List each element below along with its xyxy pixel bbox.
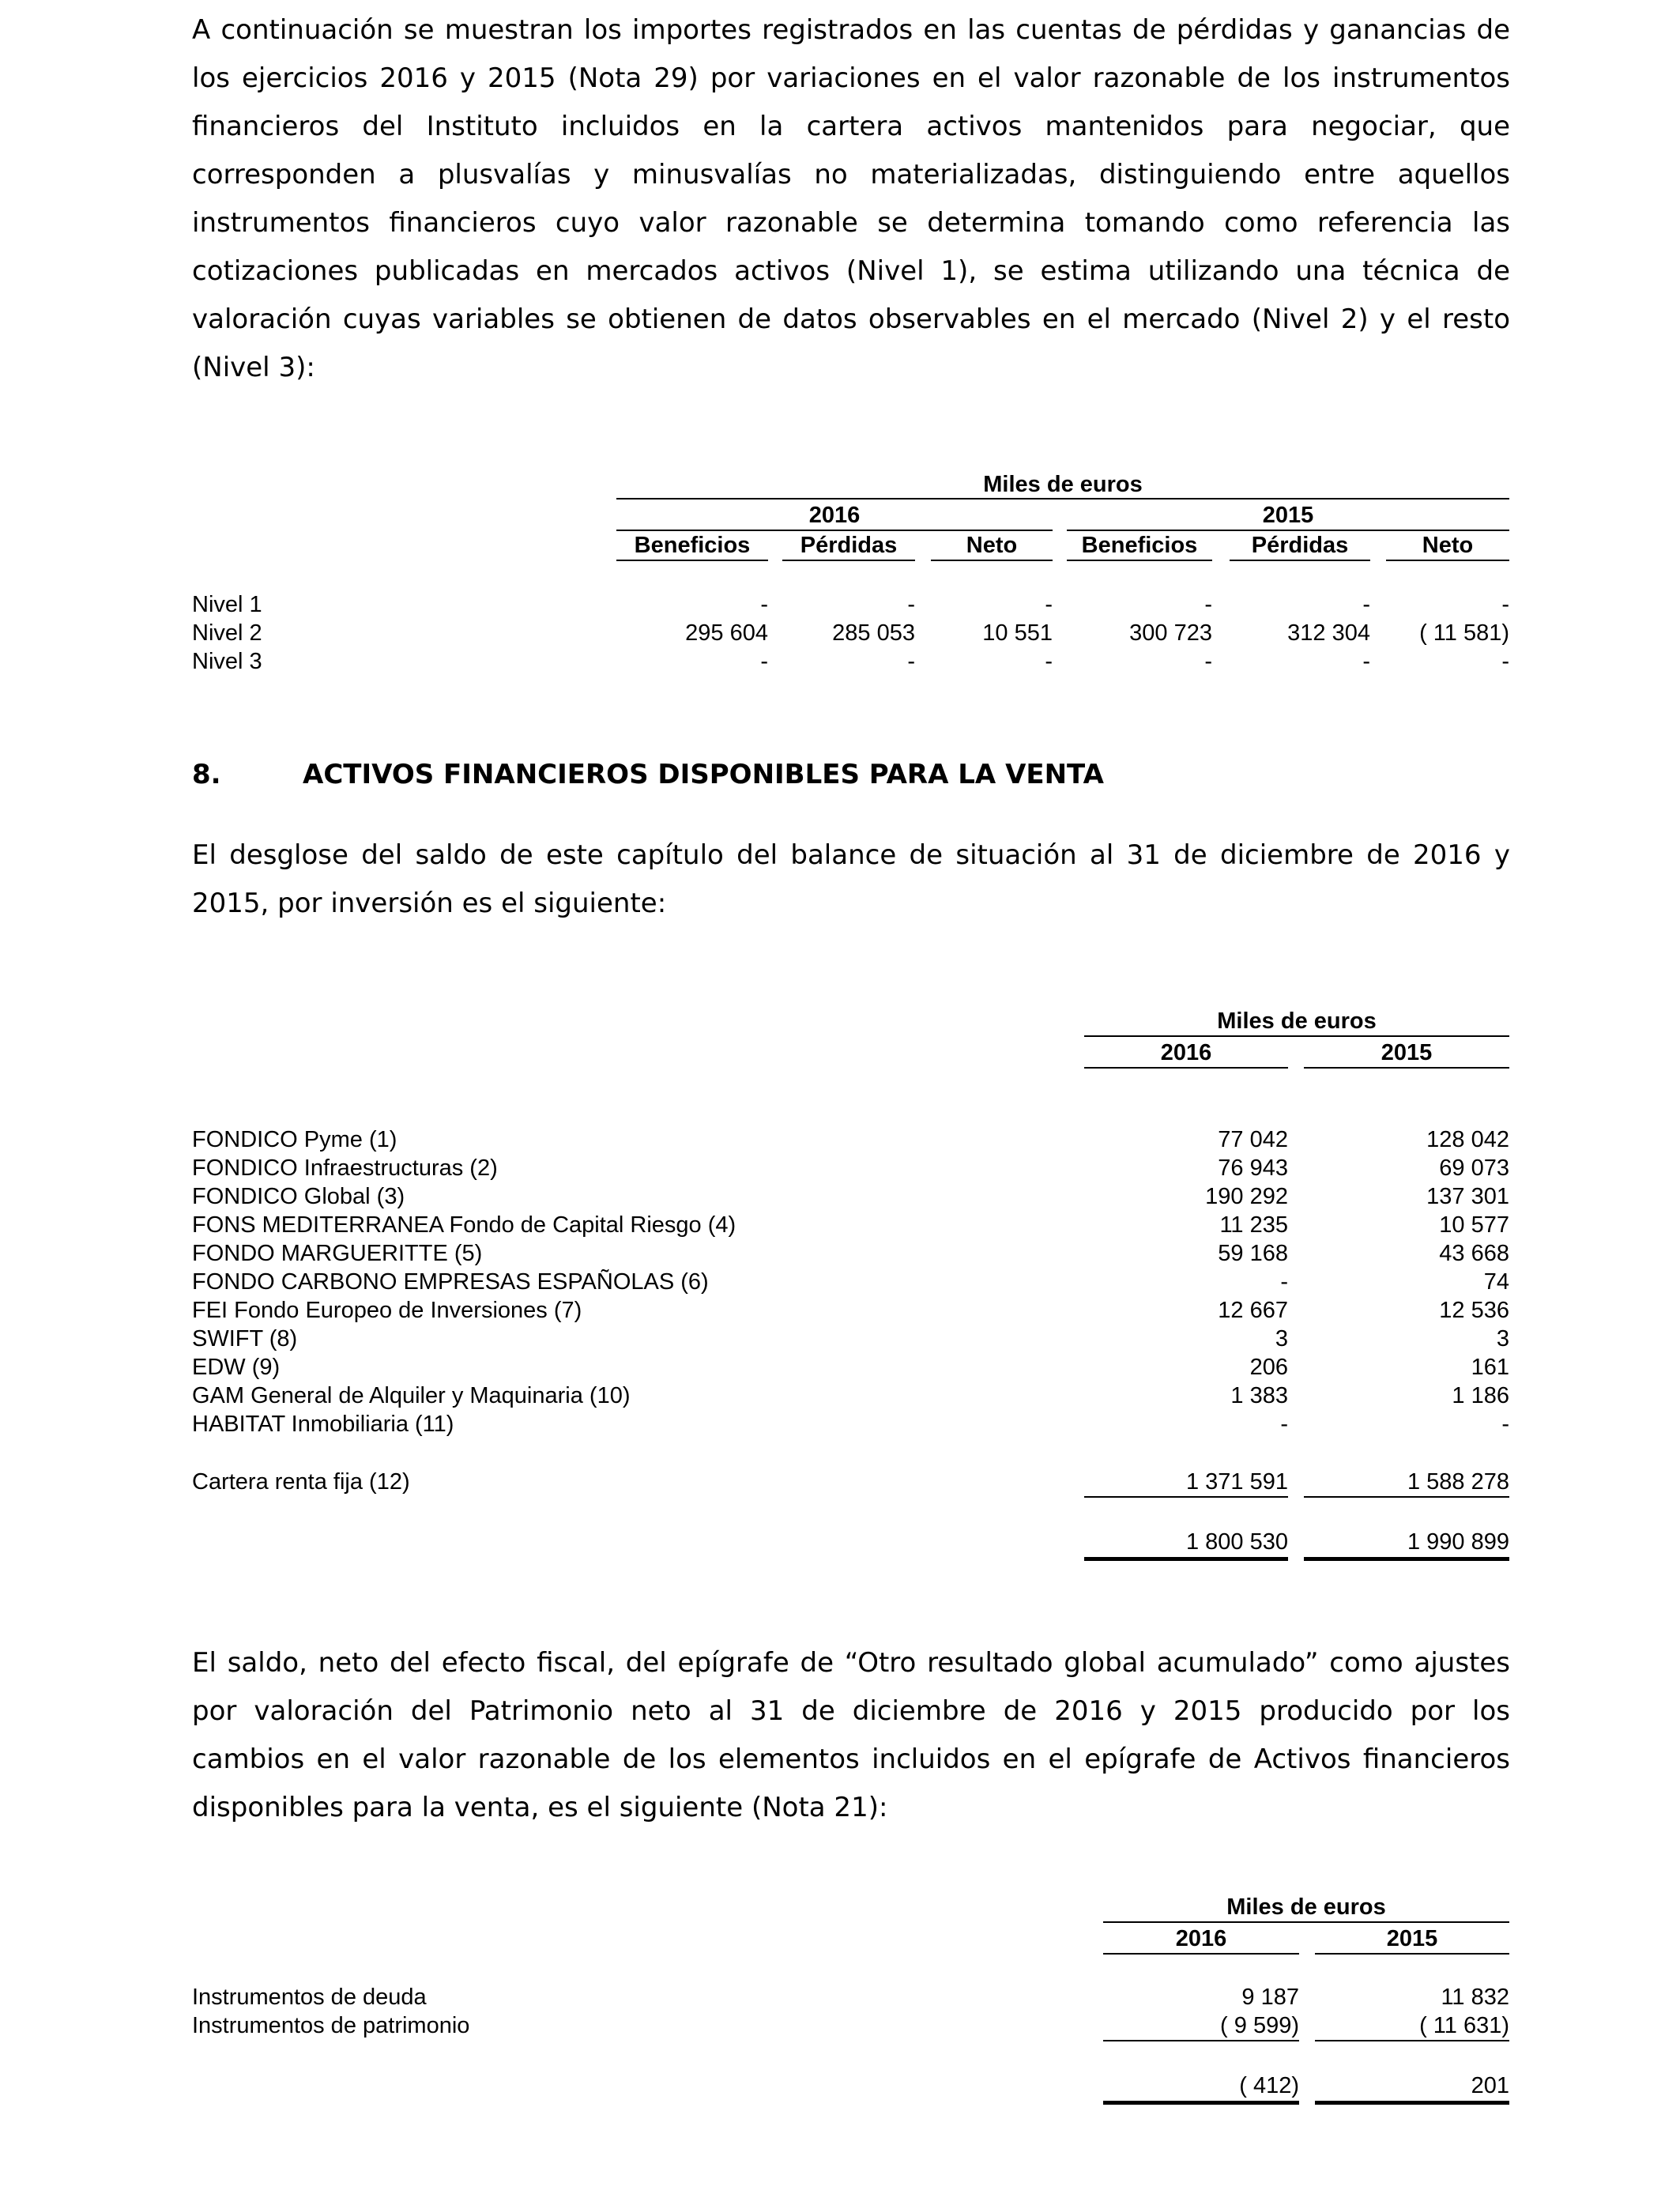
- cell-value: -: [1501, 592, 1509, 617]
- row-label: Instrumentos de patrimonio: [192, 2013, 470, 2038]
- year-header-2016: 2016: [1175, 1926, 1227, 1951]
- column-rule: [1067, 560, 1212, 561]
- cell-value: -: [1045, 649, 1053, 674]
- cell-value: 1 588 278: [1407, 1469, 1509, 1495]
- cell-value: 300 723: [1129, 620, 1212, 646]
- column-rule: [1230, 560, 1370, 561]
- row-label: FONS MEDITERRANEA Fondo de Capital Riesgo (4): [192, 1212, 736, 1238]
- cell-value: 9 187: [1241, 1985, 1299, 2010]
- paragraph-line: 2015, por inversión es el siguiente:: [192, 888, 667, 919]
- cell-value: -: [760, 592, 768, 617]
- column-header: Pérdidas: [1251, 533, 1349, 558]
- paragraph-line: (Nivel 3):: [192, 352, 315, 383]
- cell-value: 128 042: [1426, 1127, 1509, 1152]
- subtotal-rule: [1084, 1496, 1288, 1498]
- unit-header: Miles de euros: [1226, 1894, 1386, 1920]
- paragraph-line: instrumentos financieros cuyo valor razonable se determina tomando como referencia las: [192, 207, 1510, 239]
- section-number: 8.: [192, 759, 221, 790]
- header-rule: [616, 498, 1509, 499]
- paragraph-line: por valoración del Patrimonio neto al 31 de diciembre de 2016 y 2015 producido por los: [192, 1695, 1510, 1727]
- total-rule: [1084, 1557, 1288, 1561]
- cell-value: 3: [1275, 1326, 1288, 1351]
- cell-value: -: [1362, 592, 1370, 617]
- breakdown-paragraph: [192, 831, 1510, 928]
- year-rule: [1084, 1067, 1288, 1069]
- column-header: Pérdidas: [800, 533, 898, 558]
- fair-value-adjustments-paragraph: [192, 1639, 1510, 1832]
- cell-value: 295 604: [685, 620, 768, 646]
- cell-value: 11 832: [1441, 1985, 1509, 2010]
- cell-value: 206: [1249, 1355, 1288, 1380]
- total-value: 1 800 530: [1185, 1529, 1288, 1555]
- year-rule: [1304, 1067, 1509, 1069]
- total-value: 1 990 899: [1407, 1529, 1509, 1555]
- subtotal-rule: [1304, 1496, 1509, 1498]
- subtotal-rule: [1315, 2040, 1509, 2041]
- row-label: Cartera renta fija (12): [192, 1469, 410, 1495]
- column-header: Beneficios: [634, 533, 751, 558]
- cell-value: ( 11 581): [1419, 620, 1509, 646]
- paragraph-line: cotizaciones publicadas en mercados activos (Nivel 1), se estima utilizando una técnica de: [192, 255, 1510, 287]
- column-rule: [1386, 560, 1509, 561]
- unit-header: Miles de euros: [983, 472, 1143, 497]
- year-rule: [1103, 1953, 1299, 1955]
- total-value: ( 412): [1239, 2073, 1299, 2098]
- cell-value: 312 304: [1287, 620, 1370, 646]
- column-rule: [616, 560, 768, 561]
- year-header-2016: 2016: [1160, 1040, 1212, 1065]
- paragraph-line: los ejercicios 2016 y 2015 (Nota 29) por variaciones en el valor razonable de los instrumentos: [192, 62, 1510, 94]
- cell-value: 77 042: [1218, 1127, 1288, 1152]
- cell-value: -: [1280, 1269, 1288, 1295]
- cell-value: -: [760, 649, 768, 674]
- paragraph-line: disponibles para la venta, es el siguiente (Nota 21):: [192, 1792, 888, 1823]
- paragraph-line: El desglose del saldo de este capítulo del balance de situación al 31 de diciembre de 2016 y: [192, 839, 1510, 871]
- row-label: Nivel 3: [192, 649, 262, 674]
- cell-value: 1 371 591: [1185, 1469, 1288, 1495]
- column-header: Neto: [966, 533, 1018, 558]
- year-header-2015: 2015: [1381, 1040, 1433, 1065]
- row-label: FONDICO Global (3): [192, 1184, 405, 1209]
- column-rule: [782, 560, 915, 561]
- cell-value: 69 073: [1439, 1155, 1509, 1181]
- row-label: Nivel 1: [192, 592, 262, 617]
- cell-value: -: [1280, 1412, 1288, 1437]
- cell-value: -: [1204, 592, 1212, 617]
- cell-value: ( 11 631): [1419, 2013, 1509, 2038]
- header-rule: [1084, 1035, 1509, 1037]
- cell-value: 3: [1496, 1326, 1509, 1351]
- cell-value: 137 301: [1426, 1184, 1509, 1209]
- total-rule: [1304, 1557, 1509, 1561]
- subtotal-rule: [1103, 2040, 1299, 2041]
- cell-value: 12 667: [1218, 1298, 1288, 1323]
- row-label: SWIFT (8): [192, 1326, 298, 1351]
- cell-value: 76 943: [1218, 1155, 1288, 1181]
- cell-value: 1 383: [1230, 1383, 1288, 1408]
- cell-value: -: [907, 592, 915, 617]
- cell-value: 190 292: [1205, 1184, 1288, 1209]
- row-label: FONDO CARBONO EMPRESAS ESPAÑOLAS (6): [192, 1269, 709, 1295]
- cell-value: ( 9 599): [1220, 2013, 1299, 2038]
- year-header-2016: 2016: [808, 503, 861, 528]
- cell-value: 285 053: [832, 620, 915, 646]
- row-label: Instrumentos de deuda: [192, 1985, 427, 2010]
- row-label: GAM General de Alquiler y Maquinaria (10): [192, 1383, 631, 1408]
- cell-value: 10 577: [1439, 1212, 1509, 1238]
- paragraph-line: A continuación se muestran los importes registrados en las cuentas de pérdidas y ganancias de: [192, 14, 1510, 46]
- total-value: 201: [1471, 2073, 1509, 2098]
- cell-value: -: [907, 649, 915, 674]
- paragraph-line: financieros del Instituto incluidos en la cartera activos mantenidos para negociar, que: [192, 111, 1510, 142]
- cell-value: 59 168: [1218, 1241, 1288, 1266]
- row-label: FONDICO Infraestructuras (2): [192, 1155, 498, 1181]
- year-rule: [1315, 1953, 1509, 1955]
- column-header: Neto: [1422, 533, 1474, 558]
- year-header-2015: 2015: [1262, 503, 1314, 528]
- intro-paragraph: [192, 6, 1510, 392]
- cell-value: 10 551: [982, 620, 1053, 646]
- cell-value: -: [1501, 1412, 1509, 1437]
- column-header: Beneficios: [1081, 533, 1198, 558]
- cell-value: -: [1362, 649, 1370, 674]
- cell-value: 1 186: [1452, 1383, 1509, 1408]
- cell-value: -: [1045, 592, 1053, 617]
- year-header-2015: 2015: [1386, 1926, 1438, 1951]
- row-label: FONDO MARGUERITTE (5): [192, 1241, 483, 1266]
- paragraph-line: corresponden a plusvalías y minusvalías no materializadas, distinguiendo entre aquellos: [192, 159, 1510, 190]
- row-label: FEI Fondo Europeo de Inversiones (7): [192, 1298, 582, 1323]
- cell-value: 161: [1471, 1355, 1509, 1380]
- unit-header: Miles de euros: [1217, 1008, 1377, 1034]
- header-rule: [1103, 1921, 1509, 1923]
- row-label: FONDICO Pyme (1): [192, 1127, 397, 1152]
- row-label: HABITAT Inmobiliaria (11): [192, 1412, 454, 1437]
- paragraph-line: El saldo, neto del efecto fiscal, del epígrafe de “Otro resultado global acumulado” como ajustes: [192, 1647, 1510, 1679]
- paragraph-line: valoración cuyas variables se obtienen de datos observables en el mercado (Nivel 2) y el resto: [192, 303, 1510, 335]
- cell-value: -: [1501, 649, 1509, 674]
- column-rule: [931, 560, 1053, 561]
- total-rule: [1315, 2101, 1509, 2105]
- cell-value: -: [1204, 649, 1212, 674]
- total-rule: [1103, 2101, 1299, 2105]
- section-title: ACTIVOS FINANCIEROS DISPONIBLES PARA LA VENTA: [303, 759, 1104, 790]
- row-label: EDW (9): [192, 1355, 281, 1380]
- cell-value: 43 668: [1439, 1241, 1509, 1266]
- cell-value: 74: [1483, 1269, 1509, 1295]
- row-label: Nivel 2: [192, 620, 262, 646]
- cell-value: 11 235: [1219, 1212, 1288, 1238]
- paragraph-line: cambios en el valor razonable de los elementos incluidos en el epígrafe de Activos financieros: [192, 1744, 1510, 1775]
- cell-value: 12 536: [1439, 1298, 1509, 1323]
